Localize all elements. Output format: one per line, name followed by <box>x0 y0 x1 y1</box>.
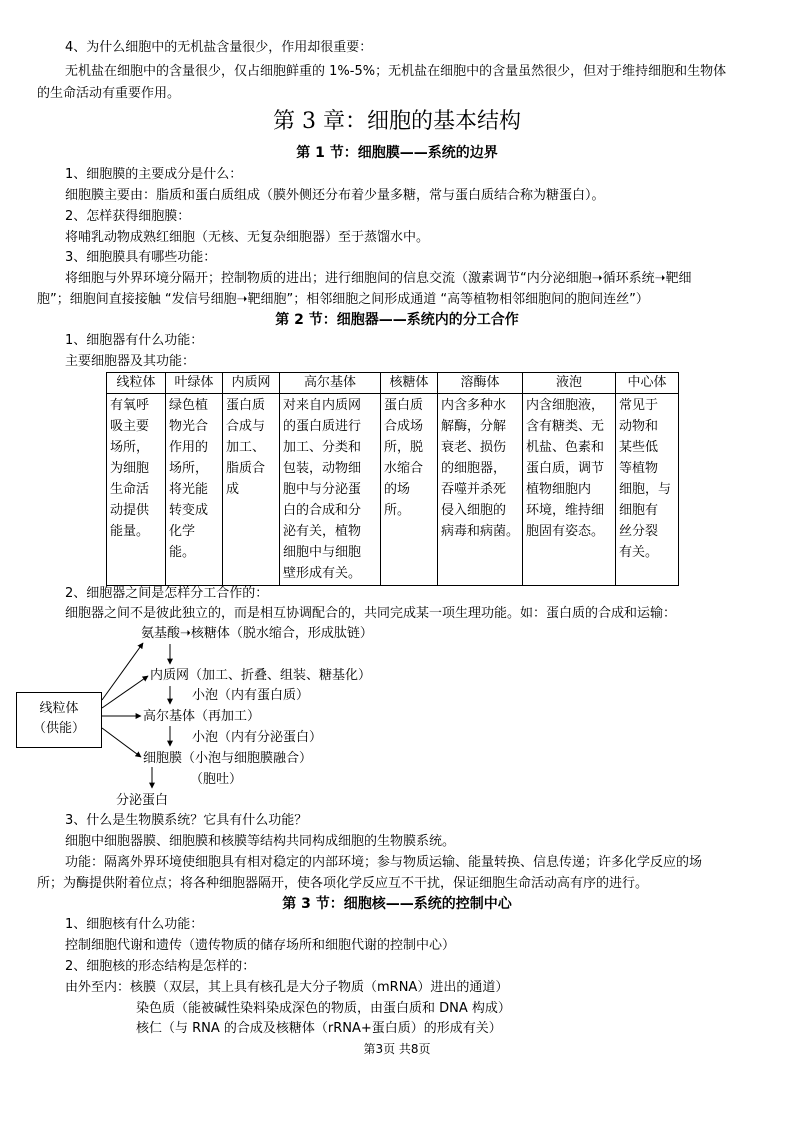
cell-line: 将光能 <box>169 482 209 497</box>
table-header: 叶绿体 <box>166 373 223 394</box>
cell-line: 脂质合 <box>226 461 266 476</box>
flow-step-exocytosis: （胞吐） <box>190 772 243 787</box>
s2-table-caption: 主要细胞器及其功能： <box>65 354 196 369</box>
cell-line: 有氧呼 <box>110 398 150 413</box>
s1-answer-2: 将哺乳动物成熟红细胞（无核、无复杂细胞器）至于蒸馏水中。 <box>65 230 430 245</box>
cell-line: 吸主要 <box>110 419 150 434</box>
answer-4-line1: 无机盐在细胞中的含量很少，仅占细胞鲜重的 1%-5%；无机盐在细胞中的含量虽然很少，但对于维持细胞和生物体 <box>65 64 727 79</box>
s1-answer-3-line1: 将细胞与外界环境分隔开；控制物质的进出；进行细胞间的信息交流（激素调节“内分泌细胞➝循环系统➝靶细 <box>65 271 692 286</box>
cell-line: 含有糖类、无 <box>526 419 605 434</box>
flow-step-golgi: 高尔基体（再加工） <box>143 709 261 724</box>
cell-line: 内含多种水 <box>441 398 507 413</box>
page-footer: 第3页 共8页 <box>363 1042 431 1056</box>
table-header: 中心体 <box>616 373 679 394</box>
cell-line: 泌有关，植物 <box>283 524 362 539</box>
cell-line: 加工、 <box>226 440 266 455</box>
cell-line: 的蛋白质进行 <box>283 419 362 434</box>
cell-line: 细胞，与 <box>619 482 672 497</box>
cell-line: 成 <box>226 482 240 497</box>
cell-line: 白的合成和分 <box>283 503 362 518</box>
s1-answer-1: 细胞膜主要由：脂质和蛋白质组成（膜外侧还分布着少量多糖，常与蛋白质结合称为糖蛋白）。 <box>65 188 605 203</box>
cell-line: 蛋白质 <box>384 398 424 413</box>
cell-line: 能量。 <box>110 524 150 539</box>
cell-line: 所，脱 <box>384 440 424 455</box>
flow-step-secreted: 分泌蛋白 <box>116 793 169 808</box>
cell-line: 常见于 <box>619 398 659 413</box>
flow-step-amino-acid: 氨基酸➝核糖体（脱水缩合，形成肽链） <box>141 626 373 641</box>
cell-line: 壁形成有关。 <box>283 566 362 581</box>
cell-line: 机盐、色素和 <box>526 440 605 455</box>
cell-line: 胞中与分泌蛋 <box>283 482 362 497</box>
cell-line: 场所， <box>110 440 150 455</box>
flow-step-er: 内质网（加工、折叠、组装、糖基化） <box>150 668 372 683</box>
s3-question-2: 2、细胞核的形态结构是怎样的： <box>65 959 256 974</box>
cell-line: 场所， <box>169 461 209 476</box>
s2-answer-3: 细胞中细胞器膜、细胞膜和核膜等结构共同构成细胞的生物膜系统。 <box>65 834 456 849</box>
cell-line: 侵入细胞的 <box>441 503 507 518</box>
s2-answer-2: 细胞器之间不是彼此独立的，而是相互协调配合的，共同完成某一项生理功能。如：蛋白质的合成和运输： <box>65 606 677 621</box>
cell-line: 动提供 <box>110 503 150 518</box>
cell-line: 有关。 <box>619 545 659 560</box>
s2-answer-3b-line2: 所；为酶提供附着位点；将各种细胞器隔开，使各项化学反应互不干扰，保证细胞生命活动高有序的进行。 <box>37 876 649 891</box>
s3-answer-2-line3: 核仁（与 RNA 的合成及核糖体（rRNA+蛋白质）的形成有关） <box>136 1021 502 1036</box>
s1-question-1: 1、细胞膜的主要成分是什么： <box>65 167 243 182</box>
cell-line: 生命活 <box>110 482 150 497</box>
arrow-to-ribosome <box>102 643 143 700</box>
cell-line: 物光合 <box>169 419 209 434</box>
s2-question-2: 2、细胞器之间是怎样分工合作的： <box>65 586 269 601</box>
arrow-to-er <box>102 676 148 708</box>
box-sublabel: （供能） <box>32 721 85 736</box>
s2-question-3: 3、什么是生物膜系统？它具有什么功能？ <box>65 813 308 828</box>
s3-question-1: 1、细胞核有什么功能： <box>65 917 204 932</box>
s1-question-2: 2、怎样获得细胞膜： <box>65 209 191 224</box>
chapter-title: 第 3 章：细胞的基本结构 <box>273 109 521 134</box>
cell-line: 加工、分类和 <box>283 440 362 455</box>
table-header: 内质网 <box>223 373 280 394</box>
cell-line: 植物细胞内 <box>526 482 592 497</box>
cell-line: 合成场 <box>384 419 424 434</box>
cell-line: 蛋白质 <box>226 398 266 413</box>
cell-line: 解酶，分解 <box>441 419 507 434</box>
flow-step-vesicle-1: 小泡（内有蛋白质） <box>192 688 310 703</box>
s3-answer-2-line2: 染色质（能被碱性染料染成深色的物质，由蛋白质和 DNA 构成） <box>136 1001 511 1016</box>
table-header: 核糖体 <box>381 373 438 394</box>
cell-line: 某些低 <box>619 440 659 455</box>
s3-answer-2-line1: 由外至内：核膜（双层，其上具有核孔是大分子物质（mRNA）进出的通道） <box>65 980 509 995</box>
cell-line: 为细胞 <box>110 461 150 476</box>
table-header: 液泡 <box>523 373 616 394</box>
flow-step-vesicle-2: 小泡（内有分泌蛋白） <box>192 730 323 745</box>
cell-line: 细胞中与细胞 <box>283 545 362 560</box>
section2-title: 第 2 节：细胞器——系统内的分工合作 <box>275 312 519 328</box>
cell-line: 的细胞器， <box>441 461 507 476</box>
table-header: 线粒体 <box>107 373 166 394</box>
cell-line: 等植物 <box>619 461 659 476</box>
arrow-to-membrane <box>102 728 141 757</box>
cell-line: 衰老、损伤 <box>441 440 507 455</box>
table-header: 溶酶体 <box>438 373 523 394</box>
cell-line: 细胞有 <box>619 503 659 518</box>
s2-answer-3b-line1: 功能：隔离外界环境使细胞具有相对稳定的内部环境；参与物质运输、能量转换、信息传递；许多化学反应的场 <box>65 855 703 870</box>
s1-question-3: 3、细胞膜具有哪些功能： <box>65 250 217 265</box>
cell-line: 包装，动物细 <box>283 461 362 476</box>
cell-line: 的场所。 <box>384 482 411 518</box>
cell-line: 动物和 <box>619 419 659 434</box>
cell-line: 对来自内质网 <box>283 398 362 413</box>
cell-line: 绿色植 <box>169 398 209 413</box>
cell-line: 转变成 <box>169 503 209 518</box>
cell-line: 内含细胞液， <box>526 398 605 413</box>
cell-line: 化学能。 <box>169 524 196 560</box>
cell-line: 病毒和病菌。 <box>441 524 520 539</box>
section1-title: 第 1 节：细胞膜——系统的边界 <box>296 145 498 161</box>
s1-answer-3-line2: 胞”；细胞间直接接触 “发信号细胞➝靶细胞”；相邻细胞之间形成通道 “高等植物相邻细胞间的胞间连丝”） <box>37 292 649 307</box>
cell-line: 合成与 <box>226 419 266 434</box>
box-label: 线粒体 <box>39 701 79 716</box>
flow-step-membrane: 细胞膜（小泡与细胞膜融合） <box>143 751 313 766</box>
cell-line: 水缩合 <box>384 461 424 476</box>
s2-question-1: 1、细胞器有什么功能： <box>65 333 204 348</box>
cell-line: 丝分裂 <box>619 524 659 539</box>
cell-line: 胞固有姿态。 <box>526 524 605 539</box>
cell-line: 蛋白质，调节 <box>526 461 605 476</box>
mitochondria-box <box>16 692 102 748</box>
s3-answer-1: 控制细胞代谢和遗传（遗传物质的储存场所和细胞代谢的控制中心） <box>65 938 456 953</box>
question-4: 4、为什么细胞中的无机盐含量很少，作用却很重要： <box>65 40 373 55</box>
cell-line: 吞噬并杀死 <box>441 482 507 497</box>
answer-4-line2: 的生命活动有重要作用。 <box>37 86 181 101</box>
cell-line: 作用的 <box>169 440 209 455</box>
table-header: 高尔基体 <box>280 373 381 394</box>
section3-title: 第 3 节：细胞核——系统的控制中心 <box>282 896 512 912</box>
cell-line: 环境，维持细 <box>526 503 605 518</box>
